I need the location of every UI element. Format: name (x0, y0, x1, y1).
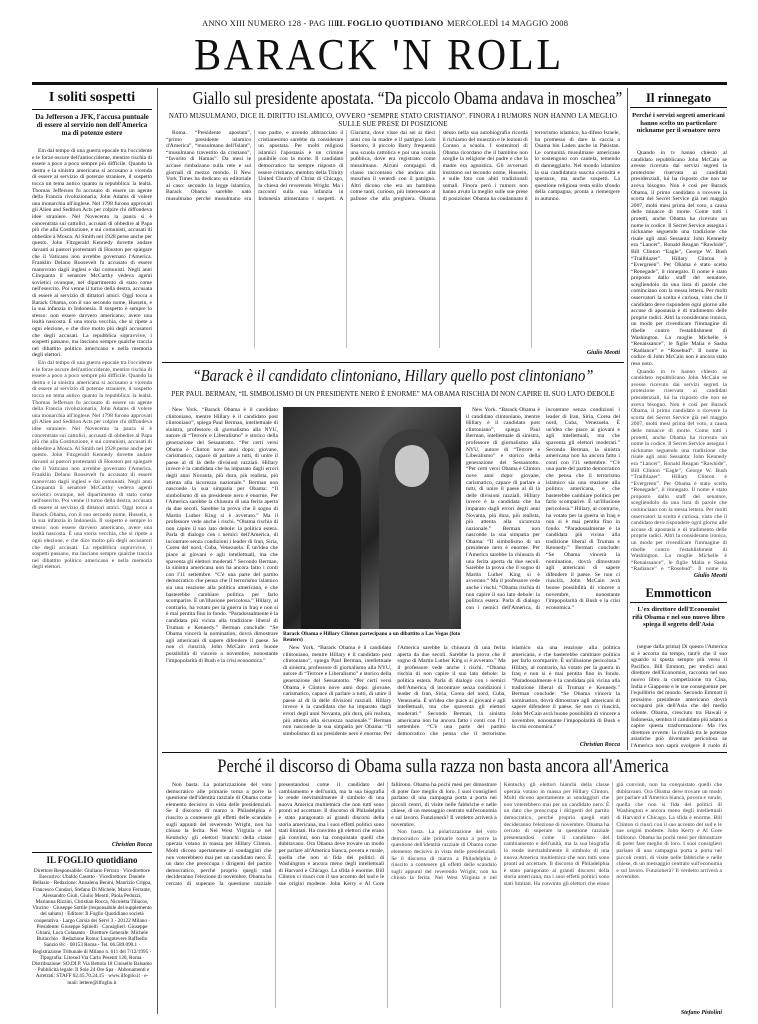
right-subhead: Perché i servizi segreti americani hanno scelto un particolare nickname per il senatore nero (632, 112, 725, 135)
bottom-body (166, 782, 722, 1008)
main-signature: Giulio Meotti (586, 350, 620, 356)
right-body-fill: Quando in tv hanno chiesto al candidato repubblicano John McCain se avesse ricevuto dai servizi segreti la protezione riservata ai candidati presidenziali, lui ha risposto che non ne aveva bisogno. Non è così per Barack Obama, il primo candidato a ricevere la scorta del Secret Service già nel maggio 2007, molti mesi prima del voto, a causa delle minacce di morte. Come tutti i protetti, anche Obama ha ricevuto un nome in codice. Il Secret Service assegna i nickname seguendo una tradizione che risale agli anni Sessanta: John Kennedy era “Lancer”, Ronald Reagan “Rawhide”, Bill Clinton “Eagle”, George W. Bush “Trailblazer”. Hillary Clinton è “Evergreen”. Per Obama è stato scelto “Renegade”, il rinnegato. Il nome è stato proposto dallo staff del senatore, scegliendolo da una lista di parole che cominciano con la stessa lettera. Per molti osservatori la scelta è curiosa, visto che il candidato deve rispondere ogni giorno alle accuse di apostasia e di tradimento delle proprie radici. Altri la considerano ironica, un modo per rivendicare l'immagine di ribelle contro l'establishment di Washington. La moglie Michelle è “Renaissance”, le figlie Malia e Sasha “Radiance” e “Rosebud”. Il nome in (631, 368, 727, 572)
right-kicker-2-rule (630, 602, 727, 603)
main-headline: Giallo sul presidente apostata. “Da piccolo Obama andava in moschea” (192, 88, 623, 108)
bottom-body-fill: Non basta. La polarizzazione del voto democratico alle primarie torna a porre la questione dell'identità razziale di Obama come elemento decisivo in vista delle presidenziali. Se il discorso di marzo a Philadelphia è riuscito a contenere gli effetti delle scandalo sugli appunti del reverendo Wright, non ha chiuso la ferita. Nel West Virginia e nel Kentucky gli elettori bianchi della classe operaia votano in massa per Hillary Clinton. Molti dicono apertamente ai sondaggisti che non voterebbero mai per un candidato nero. È un dato che preoccupa i dirigenti del partito democratico, perché proprio quegli stati decideranno l'elezione di novembre. Obama ha cercato di superare la questione razziale presentandosi come il candidato del cambiamento e dell'unità, ma la sua biografia lo rende inevitabilmente il simbolo di una nuova America multietnica che non tutti sono pronti ad accettare. Il discorso di Philadelphia è stato paragonato ai grandi discorsi della storia americana, ma i suoi effetti politici sono stati limitati. Ha convinto gli elettori che erano già convinti, non ha conquistato quelli che dubitavano. Ora Obama deve trovare un modo per parlare all'America bianca, povera e rurale, quella che non si fida dei politici di Washington e ancora meno degli intellettuali di Harvard e Chicago. La sfida è enorme. Bill Clinton ci riuscì con il suo accento del sud e le sue origini modeste. John Kerry e Al Gore fallirono. Obama ha pochi mesi per dimostrare di poter fare meglio di loro. I suoi consiglieri parlano di una campagna porta a porta nei piccoli centri, di visite nelle fabbriche e nelle chiese, di un messaggio centrato sull'economia e sul lavoro. Funzionerà? Il verdetto arriverà a novembre. (391, 782, 722, 887)
credits-text: Direttore Responsabile: Giuliano Ferrara · Vicedirettore Esecutivo: Ubaldo Casotto · Vicedirettore: Daniele Bellasio · Redazione: Annalena Benini, Maurizio Crippa, Francesco Cundari, Stefano Di Michele, Marco Ferrante, Alessandro Giuli, Giulio Meotti, Paola Peduzzi, Marianna Rizzini, Christian Rocca, Nicoletta Tiliacos, Vincino · Giuseppe Sottile (responsabile del supplemento del sabato) · Editore: Il Foglio Quotidiano società cooperativa · Largo Corsia dei Servi 3 - 20122 Milano · Presidente: Giuseppe Spinelli · Consiglieri: Giuseppe Ghiani, Luca Colasanto · Direttore Generale: Michele Buracchio · Redazione Roma: Lungotevere Raffaello Sanzio 8/c · 00153 Roma - Tel. 06.589.090.1 · Registrazione Tribunale di Milano n. 611 del 7/12/1995 · Tipografia: Litosud Via Carlo Pesenti 130, Roma · Distribuzione: SO.DI.P. Via Bettola 18 Cinisello Balsamo · Pubblicità legale: Il Sole 24 Ore Spa · Abbonamenti e Arretrati: STAFF 02.45.70.24.15 · www.ilfoglio.it · e-mail: lettere@ilfoglio.it (32, 868, 152, 986)
photo-caption: Barack Obama e Hillary Clinton partecipano a un dibattito a Las Vegas (foto Reuters) (283, 631, 461, 644)
bottom-headline: Perché il discorso di Obama sulla razza non basta ancora all'America (217, 756, 669, 777)
second-body-text-cont: New York. “Barack Obama è il candidato clintoniano, mentre Hillary è il candidato post clintoniano”, spiega Paul Berman, intellettuale di sinistra, professore di giornalismo alla NYU, autore di “Terrore e Liberalismo” e storico della generazione del Sessantotto. “Per certi versi Obama è Clinton nove anni dopo: giovane, carismatico, capace di parlare a tutti, di unire il paese al di là delle divisioni razziali. Hillary invece è la candidata che ha imparato dagli errori degli anni Novanta, più dura, più realista, più attenta alla sicurezza nazionale.” Berman non nasconde la sua simpatia per Obama: “Il simbolismo di un presidente nero è enorme. Per l'America sarebbe la chiusura di una ferita aperta da due secoli. Sarebbe la prova che il sogno di Martin Luther King si è avverato.” Ma il professore vede anche i rischi. “Obama rischia di non capire il suo lato debole: la politica estera. Parla di dialogo con i nemici dell'America, di incontrare senza condizioni i leader di Iran, Siria, Corea del nord, Cuba, Venezuela. È un'idea che piace ai giovani e agli intellettuali, ma che spaventa gli elettori moderati.” Secondo Berman, la sinistra americana non ha ancora fatto i conti con l'11 settembre. “C'è una parte del partito democratico che pensa che il terrorismo islamico sia una reazione alla politica americana, e che basterebbe cambiare politica per farlo scomparire. È un'illusione pericolosa.” Hillary, al contrario, ha votato per la guerra in Iraq e non si è mai pentita fino in fondo. “Paradossalmente è la candidata più vicina alla tradizione liberal di Truman e Kennedy.” Berman conclude: “Se Obama vincerà la nomination, dovrà dimostrare agli americani di sapere difendere il paese. Se non ci riuscirà, John McCain avrà buone possibilità di vincere a novembre, nonostante l'impopolarità di Bush e la crisi economica.” (466, 407, 620, 611)
second-body-text-tail: New York. “Barack Obama è il candidato clintoniano, mentre Hillary è il candidato post clintoniano”, spiega Paul Berman, intellettuale di sinistra, professore di giornalismo alla NYU, autore di “Terrore e Liberalismo” e storico della generazione del Sessantotto. “Per certi versi Obama è Clinton nove anni dopo: giovane, carismatico, capace di parlare a tutti, di unire il paese al di là delle divisioni razziali. Hillary invece è la candidata che ha imparato dagli errori degli anni Novanta, più dura, più realista, più attenta alla sicurezza nazionale.” Berman non nasconde la sua simpatia per Obama: “Il simbolismo di un presidente nero è enorme. Per l'America sarebbe la chiusura di una ferita aperta da due secoli. Sarebbe la prova che il sogno di Martin Luther King si è avverato.” Ma il professore vede anche i rischi. “Obama rischia di non capire il suo lato debole: la politica estera. Parla di dialogo con i nemici dell'America, di incontrare senza condizioni i leader di Iran, Siria, Corea del nord, Cuba, Venezuela. È un'idea che piace ai giovani e agli intellettuali, ma che spaventa gli elettori moderati.” Secondo Berman, la sinistra americana non ha ancora fatto i conti con l'11 settembre. “C'è una parte del partito democratico che pensa che il terrorismo islamico sia una reazione alla politica americana, e che basterebbe cambiare politica per farlo scomparire. È un'illusione pericolosa.” Hillary, al contrario, ha votato per la guerra in Iraq e non si è mai pentita fino in fondo. “Paradossalmente è la candidata più vicina alla tradizione liberal di Truman e Kennedy.” Berman conclude: “Se Obama vincerà la nomination, dovrà dimostrare agli americani di sapere difendere il paese. Se non ci riuscirà, John McCain avrà buone possibilità di vincere a novembre, nonostante l'impopolarità di Bush e la crisi economica.” (283, 645, 620, 737)
second-deck: PER PAUL BERMAN, “IL SIMBOLISMO DI UN PRESIDENTE NERO È ENORME” MA OBAMA RISCHIA DI NON CAPIRE IL SUO LATO DEBOLE (171, 390, 615, 398)
right-kicker-rule (630, 107, 727, 108)
right-body-2-text: (segue dalla prima) Di questo l'America si è accorta da tempo, tant'è che il suo sguardo si sposta sempre più verso il Pacifico. Bill Emmott, per tredici anni direttore dell'Economist, racconta nel suo nuovo libro la competizione tra Cina, India e Giappone e le sue conseguenze per l'equilibrio del mondo. Secondo Emmott il prossimo presidente americano dovrà occuparsi più dell'Asia che del medio oriente. Obama, cresciuto tra Hawaii e Indonesia, sembra il candidato più adatto a capire questa trasformazione. Ma l'ex direttore avverte: la rivalità tra le potenze asiatiche può diventare pericolosa se l'America non saprà svolgere il ruolo di (631, 644, 727, 748)
main-body (166, 130, 620, 348)
second-body-text: New York. “Barack Obama è il candidato clintoniano, mentre Hillary è il candidato post clintoniano”, spiega Paul Berman, intellettuale di sinistra, professore di giornalismo alla NYU, autore di “Terrore e Liberalismo” e storico della generazione del Sessantotto. “Per certi versi Obama è Clinton nove anni dopo: giovane, carismatico, capace di parlare a tutti, di unire il paese al di là delle divisioni razziali. Hillary invece è la candidata che ha imparato dagli errori degli anni Novanta, più dura, più realista, più attenta alla sicurezza nazionale.” Berman non nasconde la sua simpatia per Obama: “Il simbolismo di un presidente nero è enorme. Per l'America sarebbe la chiusura di una ferita aperta da due secoli. Sarebbe la prova che il sogno di Martin Luther King si è avverato.” Ma il professore vede anche i rischi. “Obama rischia di non capire il suo lato debole: la politica estera. Parla di dialogo con i nemici dell'America, di incontrare senza condizioni i leader di Iran, Siria, Corea del nord, Cuba, Venezuela. È un'idea che piace ai giovani e agli intellettuali, ma che spaventa gli elettori moderati.” Secondo Berman, la sinistra americana non ha ancora fatto i conti con l'11 settembre. “C'è una parte del partito democratico che pensa che il terrorismo islamico sia una reazione alla politica americana, e che basterebbe cambiare politica per farlo scomparire. È un'illusione pericolosa.” Hillary, al contrario, ha votato per la guerra in Iraq e non si è mai pentita fino in fondo. “Paradossalmente è la candidata più vicina alla tradizione liberal di Truman e Kennedy.” Berman conclude: “Se Obama vincerà la nomination, dovrà dimostrare agli americani di sapere difendere il paese. Se non ci riuscirà, John McCain avrà buone possibilità di vincere a novembre, nonostante l'impopolarità di Bush e la crisi economica.” (166, 407, 278, 664)
left-kicker-rule (32, 109, 152, 110)
left-signature: Christian Rocca (111, 842, 152, 848)
main-deck: NATO MUSULMANO, DICE IL DIRITTO ISLAMICO, OVVERO “SEMPRE STATO CRISTIANO”. FINORA I RUMORS NON HANNO LA MEGLIO SULLE SUE PRESE DI POSIZIONE (168, 112, 618, 128)
credits-rule (32, 852, 152, 853)
bottom-body-text: Non basta. La polarizzazione del voto democratico alle primarie torna a porre la questione dell'identità razziale di Obama come elemento decisivo in vista delle presidenziali. Se il discorso di marzo a Philadelphia è riuscito a contenere gli effetti delle scandalo sugli appunti del reverendo Wright, non ha chiuso la ferita. Nel West Virginia e nel Kentucky gli elettori bianchi della classe operaia votano in massa per Hillary Clinton. Molti dicono apertamente ai sondaggisti che non voterebbero mai per un candidato nero. È un dato che preoccupa i dirigenti del partito democratico, perché proprio quegli stati decideranno l'elezione di novembre. Obama ha cercato di superare la questione razziale presentandosi come il candidato del cambiamento e dell'unità, ma la sua biografia lo rende inevitabilmente il simbolo di una nuova America multietnica che non tutti sono pronti ad accettare. Il discorso di Philadelphia è stato paragonato ai grandi discorsi della storia americana, ma i suoi effetti politici sono stati limitati. Ha convinto gli elettori che erano già convinti, non ha conquistato quelli che dubitavano. Ora Obama deve trovare un modo per parlare all'America bianca, povera e rurale, quella che non si fida dei politici di Washington e ancora meno degli intellettuali di Harvard e Chicago. La sfida è enorme. Bill Clinton ci riuscì con il suo accento del sud e le sue origini modeste. John Kerry e Al Gore fallirono. Obama ha pochi mesi per dimostrare di poter fare meglio di loro. I suoi consiglieri parlano di una campagna porta a porta nei piccoli centri, di visite nelle fabbriche e nelle chiese, di un messaggio centrato sull'economia e sul lavoro. Funzionerà? Il verdetto arriverà a novembre. (166, 782, 497, 887)
left-column-divider (157, 88, 158, 1014)
photo-face-obama (313, 457, 343, 497)
left-body-fill: Ein dal tempo di una guerra epocale tra l'occidente e le forze oscure dell'antioccidente, mentire rischia di essere a poco a poco sempre più difficile. Quando la destra e la sinistra americana si accusano a vicenda di essere al servizio di potenze straniere, il sospetto tocca un tema antico quanto la repubblica: la lealtà. Thomas Jefferson fu accusato di essere un agente della Francia rivoluzionaria, John Adams di volere una monarchia all'inglese. Nel 1798 furono approvati gli Alien and Sedition Acts per colpire chi diffondeva idee straniere. Nel Novecento la paura si è concentrata sui cattolici, accusati di obbedire al Papa più che alla Costituzione, e sui comunisti, accusati di obbedire a Mosca. Al Smith nel 1928 perse anche per questo. John Fitzgerald Kennedy dovette andare davanti ai pastori protestanti di Houston per spiegare che il Vaticano non avrebbe governato l'America. Franklin Delano Roosevelt fu accusato di essere manovrato dagli inglesi e dai comunisti. Negli anni Cinquanta il senatore McCarthy vedeva agenti sovietici ovunque, nel dipartimento di stato come nell'esercito. Poi venne il turno della destra, accusata di essere al servizio di dittatori amici. Oggi tocca a Barack Obama, con il suo secondo nome, Hussein, e la sua infanzia in Indonesia. Il sospetto è sempre lo stesso: non essere davvero americano, avere una lealtà nascosta. È una storia vecchia, che si ripete a ogni elezione, e che dice molto più degli accusatori che degli accusati. La repubblica sopravvive, i sospetti passano, ma lasciano sempre qualche traccia nel dibattito politico americano e nella memoria degli elettori. (32, 360, 152, 571)
masthead-rule (32, 82, 727, 85)
main-bottom-rule (162, 362, 624, 363)
issue-date: MERCOLEDÌ 14 MAGGIO 2008 (447, 18, 569, 28)
second-signature: Christian Rocca (579, 742, 620, 748)
right-body (631, 150, 727, 572)
credits-title: IL FOGLIO quotidiano (46, 855, 138, 865)
right-column-divider (627, 88, 628, 750)
right-subhead-2: L'ex direttore dell'Economist rifà Obama e nel suo nuovo libro spiega il segreto dell'Asia (632, 606, 725, 629)
second-body-left (166, 407, 278, 687)
paper-name: IL FOGLIO QUOTIDIANO (336, 18, 444, 28)
clinton-obama-photo (283, 407, 461, 629)
left-subhead: Da Jefferson a JFK, l'accusa puntuale di essere al servizio non dell'America ma di potenze estere (35, 113, 149, 137)
right-body-2 (631, 644, 727, 748)
second-body-bottom (283, 645, 620, 741)
left-body-text: Ein dal tempo di una guerra epocale tra l'occidente e le forze oscure dell'antioccidente, mentire rischia di essere a poco a poco sempre più difficile. Quando la destra e la sinistra americana si accusano a vicenda di essere al servizio di potenze straniere, il sospetto tocca un tema antico quanto la repubblica: la lealtà. Thomas Jefferson fu accusato di essere un agente della Francia rivoluzionaria, John Adams di volere una monarchia all'inglese. Nel 1798 furono approvati gli Alien and Sedition Acts per colpire chi diffondeva idee straniere. Nel Novecento la paura si è concentrata sui cattolici, accusati di obbedire al Papa più che alla Costituzione, e sui comunisti, accusati di obbedire a Mosca. Al Smith nel 1928 perse anche per questo. John Fitzgerald Kennedy dovette andare davanti ai pastori protestanti di Houston per spiegare che il Vaticano non avrebbe governato l'America. Franklin Delano Roosevelt fu accusato di essere manovrato dagli inglesi e dai comunisti. Negli anni Cinquanta il senatore McCarthy vedeva agenti sovietici ovunque, nel dipartimento di stato come nell'esercito. Poi venne il turno della destra, accusata di essere al servizio di dittatori amici. Oggi tocca a Barack Obama, con il suo secondo nome, Hussein, e la sua infanzia in Indonesia. Il sospetto è sempre lo stesso: non essere davvero americano, avere una lealtà nascosta. È una storia vecchia, che si ripete a ogni elezione, e che dice molto più degli accusatori che degli accusati. La repubblica sopravvive, i sospetti passano, ma lasciano sempre qualche traccia nel dibattito politico americano e nella memoria degli elettori. (32, 148, 152, 359)
right-kicker: Il rinnegato (645, 90, 712, 105)
right-body-text: Quando in tv hanno chiesto al candidato repubblicano John McCain se avesse ricevuto dai servizi segreti la protezione riservata ai candidati presidenziali, lui ha risposto che non ne aveva bisogno. Non è così per Barack Obama, il primo candidato a ricevere la scorta del Secret Service già nel maggio 2007, molti mesi prima del voto, a causa delle minacce di morte. Come tutti i protetti, anche Obama ha ricevuto un nome in codice. Il Secret Service assegna i nickname seguendo una tradizione che risale agli anni Sessanta: John Kennedy era “Lancer”, Ronald Reagan “Rawhide”, Bill Clinton “Eagle”, George W. Bush “Trailblazer”. Hillary Clinton è “Evergreen”. Per Obama è stato scelto “Renegade”, il rinnegato. Il nome è stato proposto dallo staff del senatore, scegliendolo da una lista di parole che cominciano con la stessa lettera. Per molti osservatori la scelta è curiosa, visto che il candidato deve rispondere ogni giorno alle accuse di apostasia e di tradimento delle proprie radici. Altri la considerano ironica, un modo per rivendicare l'immagine di ribelle contro l'establishment di Washington. La moglie Michelle è “Renaissance”, le figlie Malia e Sasha “Radiance” e “Rosebud”. Il nome in codice di John McCain non è ancora stato reso noto. (631, 150, 727, 367)
bottom-article-rule (162, 752, 727, 753)
second-headline: “Barack è il candidato clintoniano, Hillary quello post clintoniano” (192, 366, 594, 385)
left-body (32, 148, 152, 842)
right-signature: Giulio Meotti (693, 573, 727, 579)
left-kicker: I soliti sospetti (48, 90, 136, 105)
main-body-text: Roma. “Presidente apostata”, “primo presidente islamico d'America”, “musulmano dell'Islam”, “musulmano travestito da cristiano”, “favorito di Hamas”. Da mesi le accuse rimbalzano sulla rete e sui giornali di mezzo mondo. Il New York Times ha dedicato un editoriale al caso: secondo la legge islamica, Barack Obama sarebbe nato musulmano perché musulmano era suo padre, e avendo abbracciato il cristianesimo sarebbe da considerare un apostata. Per molti religiosi islamici l'apostasia è un crimine punibile con la morte. Il candidato democratico ha sempre risposto di essere cristiano, membro della Trinity United Church of Christ di Chicago, la chiesa del reverendo Wright. Ma i racconti sulla sua infanzia in Indonesia alimentano i sospetti. A Giacarta, dove visse dai sei ai dieci anni con la madre e il patrigno Lolo Soetoro, il piccolo Barry frequentò una scuola cattolica e poi una scuola pubblica, dove era registrato come musulmano. Alcuni compagni di classe raccontano che andava alla moschea il venerdì con il patrigno. Altri dicono che era un bambino come tanti, curioso, più interessato al pallone che alla preghiera. Obama stesso nella sua autobiografia ricorda il richiamo del muezzin e le lezioni di Corano a scuola. I sostenitori di Obama ricordano che il bambino non sceglie la religione del padre e che la madre era agnostica. Gli avversari insistono sul secondo nome, Hussein, e sulle foto con abiti tradizionali somali. Finora però i rumors non hanno avuto la meglio sulle sue prese di posizione: Obama ha condannato il terrorismo islamico, ha difeso Israele, ha promesso di dare la caccia a Osama bin Laden anche in Pakistan. Le comunità musulmane americane lo sostengono con cautela, temendo di danneggiarlo. Nel mondo islamico la sua candidatura suscita curiosità e speranze, ma anche sospetti. La questione religiosa resta sullo sfondo della campagna, pronta a riemergere in autunno. (166, 130, 620, 202)
issue-info: ANNO XIII NUMERO 128 - PAG III (202, 18, 338, 28)
photo-face-clinton (395, 445, 429, 487)
section-title: BARACK 'N ROLL (194, 30, 564, 79)
right-kicker-2: Emmotticon (645, 586, 712, 600)
bottom-signature: Stefano Pistolini (680, 1010, 722, 1016)
